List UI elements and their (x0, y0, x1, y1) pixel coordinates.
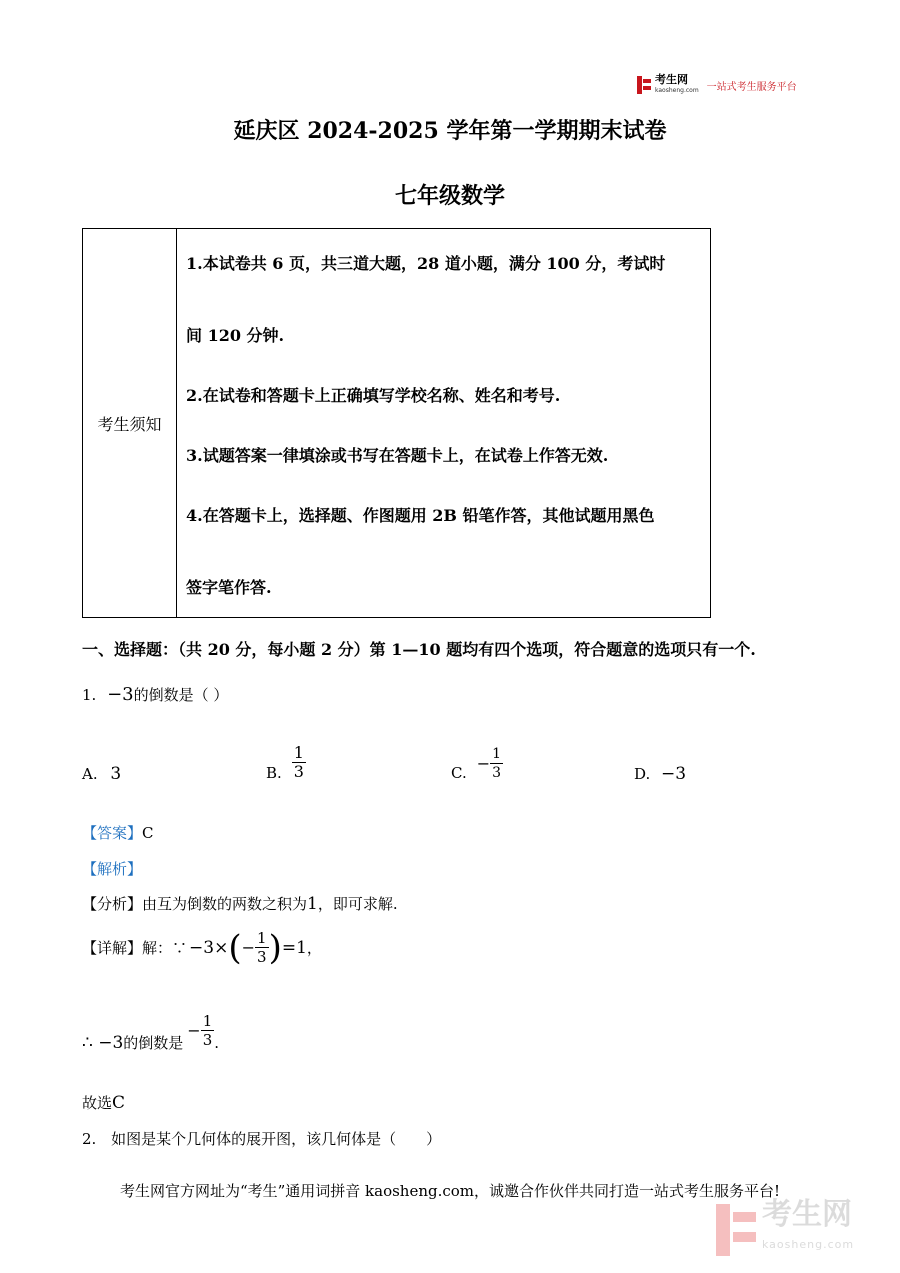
detail-comma: ， (306, 939, 322, 957)
detail-intro: 解：∵ (142, 939, 188, 957)
q1-option-d (634, 764, 686, 784)
conclusion-mid: 的倒数是 (123, 1034, 184, 1052)
detail-fraction (255, 929, 269, 966)
fenxi-text-2: ，即可求解. (317, 895, 398, 913)
notice-table (82, 228, 711, 618)
notice-item-4-cont: 签字笔作答. (186, 578, 272, 597)
answer-line (82, 822, 154, 843)
q1-number: 1. (82, 686, 97, 704)
conclusion-numerator: 1 (202, 1012, 213, 1030)
option-c-fraction (490, 745, 503, 782)
watermark-logo-icon (716, 1204, 756, 1256)
fenxi-one: 1 (307, 894, 318, 914)
choose-value: C (112, 1093, 126, 1113)
header-logo (637, 74, 797, 96)
detail-expr-sign: − (241, 938, 256, 957)
section-heading: 一、选择题：（共 20 分，每小题 2 分）第 1—10 题均有四个选项，符合题意的选项只有一个. (82, 640, 756, 659)
q1-stem: 的倒数是（ ） (133, 686, 229, 704)
detail-numerator: 1 (257, 929, 267, 947)
notice-label: 考生须知 (83, 229, 177, 617)
option-c-sign: − (476, 753, 491, 773)
detail-expr-right: =1 (281, 937, 307, 958)
choose-text: 故选 (82, 1094, 113, 1112)
footer-text: 考生网官方网址为“考生”通用词拼音 kaosheng.com，诚邀合作伙伴共同打造一站式考生服务平台! (119, 1182, 781, 1200)
option-c-label: C. (451, 764, 467, 782)
option-a-label: A. (82, 765, 98, 783)
answer-tag: 【答案】 (82, 824, 143, 842)
question-1 (82, 684, 228, 705)
detail-denominator: 3 (257, 948, 267, 966)
q1-option-a (82, 764, 121, 784)
detail-line (82, 929, 322, 966)
page-title: 延庆区 2024-2025 学年第一学期期末试卷 (233, 118, 667, 144)
watermark-domain: kaosheng.com (762, 1238, 855, 1251)
option-b-denominator: 3 (293, 761, 304, 781)
q2-number: 2. (82, 1130, 97, 1148)
logo-domain: kaosheng.com (655, 87, 699, 94)
conclusion-line (82, 1008, 219, 1053)
watermark-name: 考生网 kaosheng.com (762, 1200, 854, 1260)
notice-item-2: 2.在试卷和答题卡上正确填写学校名称、姓名和考号. (186, 386, 561, 405)
paren-right: ) (268, 927, 282, 968)
detail-tag: 【详解】 (82, 939, 143, 957)
q1-option-b (266, 742, 306, 782)
notice-item-1-cont: 间 120 分钟. (186, 326, 285, 345)
option-b-numerator: 1 (293, 742, 304, 762)
header-slogan: 一站式考生服务平台 (706, 81, 797, 93)
notice-item-3: 3.试题答案一律填涂或书写在答题卡上，在试卷上作答无效. (186, 446, 609, 465)
notice-item-1: 1.本试卷共 6 页，共三道大题，28 道小题，满分 100 分，考试时 (186, 254, 666, 273)
option-d-label: D. (634, 765, 651, 783)
option-c-denominator: 3 (492, 764, 502, 781)
fenxi-tag: 【分析】 (82, 895, 143, 913)
conclusion-prefix: ∴ −3 (82, 1032, 124, 1053)
option-a-value: 3 (110, 764, 122, 784)
option-b-fraction (292, 744, 306, 781)
choose-line (82, 1092, 125, 1113)
q2-stem: 如图是某个几何体的展开图，该几何体是（ ） (111, 1130, 442, 1148)
kaosheng-logo-icon (637, 76, 651, 94)
q1-expression: −3 (107, 684, 134, 705)
option-d-value: −3 (661, 764, 687, 784)
logo-name: 考生网 kaosheng.com (655, 73, 699, 94)
answer-value: C (142, 824, 154, 842)
option-b-label: B. (266, 764, 282, 782)
analysis-tag: 【解析】 (82, 860, 143, 878)
conclusion-fraction (201, 1012, 215, 1049)
q1-option-c (451, 744, 503, 782)
notice-item-4: 4.在答题卡上，选择题、作图题用 2B 铅笔作答，其他试题用黑色 (186, 506, 655, 525)
fenxi-line (82, 893, 398, 914)
page-subtitle: 七年级数学 (394, 183, 505, 209)
conclusion-denominator: 3 (202, 1031, 213, 1049)
paren-left: ( (228, 927, 242, 968)
fenxi-text-1: 由互为倒数的两数之积为 (142, 895, 308, 913)
question-2 (82, 1128, 441, 1149)
conclusion-sign: − (187, 1021, 201, 1040)
option-c-numerator: 1 (492, 745, 502, 762)
detail-expr-left: −3× (189, 937, 229, 958)
conclusion-end: . (214, 1033, 220, 1052)
watermark (716, 1197, 855, 1260)
